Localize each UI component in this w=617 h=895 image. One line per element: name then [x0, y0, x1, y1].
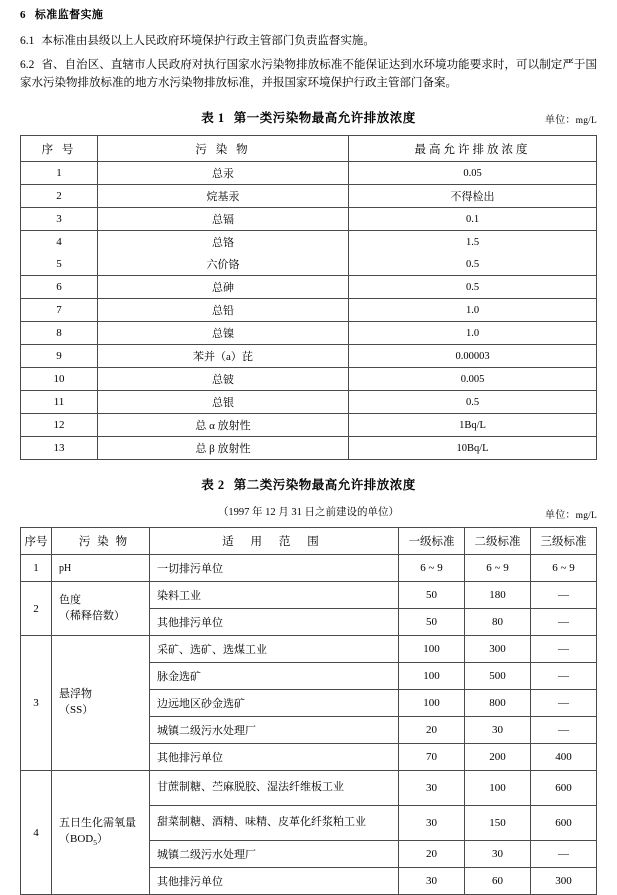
table2-col-level1: 一级标准	[399, 528, 465, 555]
table1-row10-limit: 0.5	[349, 391, 597, 414]
table1-row10-name: 总银	[98, 391, 349, 414]
table-row	[21, 391, 597, 414]
table1-row9-no: 10	[21, 368, 98, 391]
table-row	[21, 276, 597, 299]
table1-row5-no: 6	[21, 276, 98, 299]
table2-g1-no: 2	[21, 582, 52, 636]
table2-col-scope: 适 用 范 围	[150, 528, 399, 555]
table-row	[21, 231, 597, 254]
table2-g3-r2-scope: 城镇二级污水处理厂	[150, 841, 399, 868]
clause-6-2	[20, 56, 597, 93]
table-row	[21, 345, 597, 368]
table-row	[21, 368, 597, 391]
table1-row0-no: 1	[21, 162, 98, 185]
table2-g1-r0-scope: 染料工业	[150, 582, 399, 609]
table1-unit-label: 单位：	[545, 115, 576, 127]
table2-g1-r1-l1: 50	[399, 609, 465, 636]
table1-row7-no: 8	[21, 322, 98, 345]
table2-unit-value: mg/L	[575, 511, 597, 522]
table1-row1-limit: 不得检出	[349, 185, 597, 208]
table1-title	[20, 110, 597, 126]
table2-g2-r0-l3: —	[531, 636, 597, 663]
table-row	[21, 582, 597, 609]
table-row	[21, 555, 597, 582]
table2-body	[21, 528, 597, 895]
table1-header-row	[21, 136, 597, 162]
table2-g2-r4-l1: 70	[399, 744, 465, 771]
table1-row4-name: 六价铬	[98, 253, 349, 276]
table1-row0-name: 总汞	[98, 162, 349, 185]
table2-g3-r0-l2: 100	[465, 771, 531, 806]
table2-g3-r1-l2: 150	[465, 806, 531, 841]
table2-g1-pollutant-line2: （稀释倍数）	[59, 609, 125, 622]
table2-g2-pollutant-line1: 悬浮物	[59, 688, 92, 701]
table2-g2-r0-l2: 300	[465, 636, 531, 663]
table2-col-pollutant: 污 染 物	[52, 528, 150, 555]
table2-g3-r2-l3: —	[531, 841, 597, 868]
table2-g2-no: 3	[21, 636, 52, 771]
clause-6-1	[20, 32, 597, 51]
table2-g3-r3-l2: 60	[465, 868, 531, 895]
table2-g0-r0-scope: 一切排污单位	[150, 555, 399, 582]
table2-second-class-pollutants	[20, 527, 597, 895]
table-row	[21, 437, 597, 460]
table2-g3-r0-scope-text: 甘蔗制糖、苎麻脱胶、湿法纤维板工业	[157, 781, 344, 794]
bod-subscript: 5	[93, 838, 97, 848]
table-row	[21, 771, 597, 806]
table2-g1-r0-l1: 50	[399, 582, 465, 609]
table2-g3-r1-scope	[150, 806, 399, 841]
table2-g2-r3-l1: 20	[399, 717, 465, 744]
table-row	[21, 322, 597, 345]
table2-g1-r0-l2: 180	[465, 582, 531, 609]
table1-row1-name: 烷基汞	[98, 185, 349, 208]
table1-col-limit: 最高允许排放浓度	[349, 136, 597, 162]
table1-row8-limit: 0.00003	[349, 345, 597, 368]
table2-g0-r0-l3: 6 ~ 9	[531, 555, 597, 582]
table1-row6-name: 总铅	[98, 299, 349, 322]
table2-g3-r1-scope-text: 甜菜制糖、酒精、味精、皮革化纤浆粕工业	[157, 816, 366, 829]
table1-row7-limit: 1.0	[349, 322, 597, 345]
table1-row10-no: 11	[21, 391, 98, 414]
table1-row6-no: 7	[21, 299, 98, 322]
table1-col-name: 污 染 物	[98, 136, 349, 162]
table1-unit-note	[545, 111, 597, 126]
table2-g2-r3-scope: 城镇二级污水处理厂	[150, 717, 399, 744]
table-row	[21, 162, 597, 185]
table2-g1-r1-l2: 80	[465, 609, 531, 636]
table1-label: 表 1	[201, 111, 225, 126]
clause-6-1-number: 6.1	[20, 35, 35, 48]
table2-g2-r0-scope: 采矿、选矿、选煤工业	[150, 636, 399, 663]
table1-title-text: 第一类污染物最高允许排放浓度	[233, 111, 416, 126]
table2-unit-note	[545, 506, 597, 521]
table1-row7-name: 总镍	[98, 322, 349, 345]
table2-g3-r2-l1: 20	[399, 841, 465, 868]
table2-subtitle-row	[20, 505, 597, 520]
table1-row5-name: 总砷	[98, 276, 349, 299]
table2-g3-r0-l3: 600	[531, 771, 597, 806]
section-heading-text: 标准监督实施	[34, 9, 104, 21]
table2-g3-r3-l1: 30	[399, 868, 465, 895]
table1-row0-limit: 0.05	[349, 162, 597, 185]
table1-row8-name: 苯并（a）芘	[98, 345, 349, 368]
table2-header-row	[21, 528, 597, 555]
table1-title-row	[20, 110, 597, 126]
table2-g1-r0-l3: —	[531, 582, 597, 609]
table2-g3-r1-l3: 600	[531, 806, 597, 841]
table2-g3-r2-l2: 30	[465, 841, 531, 868]
table2-label: 表 2	[201, 478, 225, 493]
table1-row3-name: 总铬	[98, 231, 349, 254]
table2-col-no: 序号	[21, 528, 52, 555]
table2-g0-r0-l1: 6 ~ 9	[399, 555, 465, 582]
table1-row4-no: 5	[21, 253, 98, 276]
table-row	[21, 299, 597, 322]
section-heading	[20, 9, 597, 22]
table2-g0-pollutant	[52, 555, 150, 582]
table2-g2-r0-l1: 100	[399, 636, 465, 663]
table2-col-level2: 二级标准	[465, 528, 531, 555]
table2-g2-r3-l2: 30	[465, 717, 531, 744]
table2-g2-r3-l3: —	[531, 717, 597, 744]
table1-row4-limit: 0.5	[349, 253, 597, 276]
table1-body	[21, 136, 597, 460]
table2-g1-pollutant	[52, 582, 150, 636]
table2-g1-r1-l3: —	[531, 609, 597, 636]
table1-row8-no: 9	[21, 345, 98, 368]
table2-g3-r0-scope	[150, 771, 399, 806]
table2-title-row	[20, 477, 597, 493]
table1-row12-limit: 10Bq/L	[349, 437, 597, 460]
table2-g2-r2-l1: 100	[399, 690, 465, 717]
table1-col-no: 序 号	[21, 136, 98, 162]
table2-g3-r0-l1: 30	[399, 771, 465, 806]
table1-row9-name: 总铍	[98, 368, 349, 391]
clause-6-2-text: 省、自治区、直辖市人民政府对执行国家水污染物排放标准不能保证达到水环境功能要求时，可以制定严于国家水污染物排放标准的地方水污染物排放标准，并报国家环境保护行政主管部门备案。	[20, 58, 597, 90]
table2-unit-label: 单位：	[545, 510, 576, 522]
table1-row12-no: 13	[21, 437, 98, 460]
table2-title	[20, 477, 597, 493]
table2-g1-pollutant-line1: 色度	[59, 593, 81, 606]
table2-g1-r1-scope: 其他排污单位	[150, 609, 399, 636]
table2-title-text: 第二类污染物最高允许排放浓度	[233, 478, 416, 493]
table2-g2-r4-l2: 200	[465, 744, 531, 771]
table2-g2-r1-scope: 脉金选矿	[150, 663, 399, 690]
table2-g3-r3-scope: 其他排污单位	[150, 868, 399, 895]
table1-row9-limit: 0.005	[349, 368, 597, 391]
table1-row11-no: 12	[21, 414, 98, 437]
table2-g2-r2-scope: 边远地区砂金选矿	[150, 690, 399, 717]
table1-row3-limit: 1.5	[349, 231, 597, 254]
table-row	[21, 185, 597, 208]
table-row	[21, 208, 597, 231]
table2-g3-no: 4	[21, 771, 52, 895]
table2-col-level3: 三级标准	[531, 528, 597, 555]
section-number: 6	[20, 9, 26, 21]
table2-g3-pollutant-line2: $(BOD_5)$	[59, 833, 108, 848]
table-row	[21, 636, 597, 663]
table2-g2-r1-l1: 100	[399, 663, 465, 690]
table2-g0-no: 1	[21, 555, 52, 582]
table1-row11-limit: 1Bq/L	[349, 414, 597, 437]
table2-g3-r3-l3: 300	[531, 868, 597, 895]
table2-g2-pollutant-line2: （SS）	[59, 704, 94, 717]
table2-g2-r2-l3: —	[531, 690, 597, 717]
table2-g0-r0-l2: 6 ~ 9	[465, 555, 531, 582]
table1-row2-limit: 0.1	[349, 208, 597, 231]
table1-row3-no: 4	[21, 231, 98, 254]
table2-g2-r2-l2: 800	[465, 690, 531, 717]
table2-g3-pollutant	[52, 771, 150, 895]
table-row	[21, 253, 597, 276]
table1-row12-name: 总 β 放射性	[98, 437, 349, 460]
table2-g2-r4-l3: 400	[531, 744, 597, 771]
table2-g3-r1-l1: 30	[399, 806, 465, 841]
table1-row6-limit: 1.0	[349, 299, 597, 322]
table2-subtitle: （1997 年 12 月 31 日之前建设的单位）	[217, 507, 400, 519]
table1-row2-no: 3	[21, 208, 98, 231]
table-row	[21, 414, 597, 437]
table2-g2-r1-l3: —	[531, 663, 597, 690]
table1-row1-no: 2	[21, 185, 98, 208]
clause-6-2-number: 6.2	[20, 58, 35, 71]
table1-row11-name: 总 α 放射性	[98, 414, 349, 437]
table1-unit-value: mg/L	[575, 116, 597, 127]
table2-g2-pollutant	[52, 636, 150, 771]
table2-g3-pollutant-line1: 五日生化需氧量	[59, 817, 136, 830]
table1-row2-name: 总镉	[98, 208, 349, 231]
table2-g2-r1-l2: 500	[465, 663, 531, 690]
table1-first-class-pollutants	[20, 135, 597, 460]
table2-g2-r4-scope: 其他排污单位	[150, 744, 399, 771]
table2-g0-pollutant-line1: pH	[59, 563, 72, 575]
clause-6-1-text: 本标准由县级以上人民政府环境保护行政主管部门负责监督实施。	[41, 35, 375, 48]
table1-row5-limit: 0.5	[349, 276, 597, 299]
